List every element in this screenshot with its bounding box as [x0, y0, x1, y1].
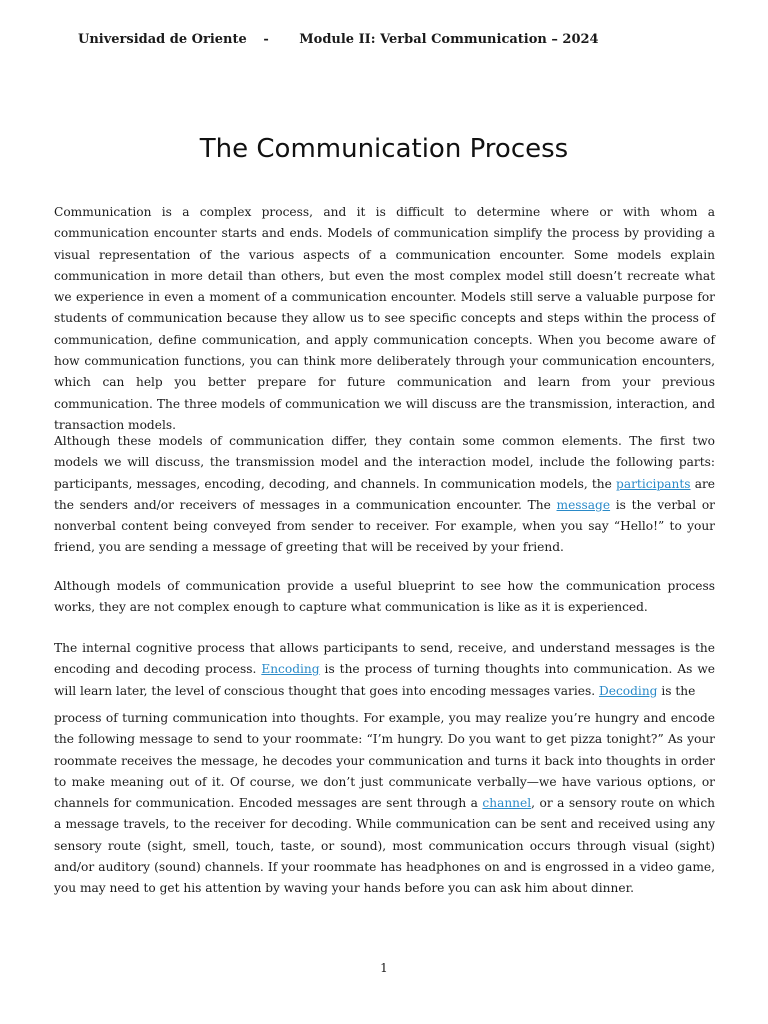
paragraph-4-text-b: is the process of turning thoughts into communication. As we will learn later, the level of conscious thought that goes into encoding messages varies.: [54, 662, 715, 698]
paragraph-4: [54, 638, 715, 702]
paragraph-2-text-c: is the verbal or nonverbal content being conveyed from sender to receiver. For example, when you say “Hello!” to your friend, you are sending a message of greeting that will be received by your friend.: [54, 497, 716, 555]
paragraph-5: [54, 708, 715, 900]
header-separator: -: [263, 32, 269, 47]
page-title: The Communication Process: [199, 134, 569, 164]
paragraph-4-text-a: The internal cognitive process that allows participants to send, receive, and understand messages is the encoding and decoding process.: [54, 641, 715, 677]
link-channel[interactable]: channel: [482, 796, 532, 811]
link-encoding[interactable]: Encoding: [261, 662, 320, 677]
paragraph-2-text-a: Although these models of communication differ, they contain some common elements. The first two models we will discuss, the transmission model and the interaction model, include the following parts: participants, messages, encoding, decoding, and channels. In communication models, the: [54, 434, 715, 491]
link-participants[interactable]: participants: [616, 476, 691, 491]
paragraph-3: Although models of communication provide a useful blueprint to see how the communication process works, they are not complex enough to capture what communication is like as it is experienced.: [54, 579, 715, 615]
link-message[interactable]: message: [556, 497, 611, 512]
paragraph-1: Communication is a complex process, and it is difficult to determine where or with whom a communication encounter starts and ends. Models of communication simplify the process by providing a visual representation of the various aspects of a communication encounter. Some models explain communication in more detail than others, but even the most complex model still doesn’t recreate what we experience in even a moment of a communication encounter. Models still serve a valuable purpose for students of communication because they allow us to see specific concepts and steps within the process of communication, define communication, and apply communication concepts. When you become aware of how communication functions, you can think more deliberately through your communication encounters, which can help you better prepare for future communication and learn from your previous communication. The three models of communication we will discuss are the transmission, interaction, and transaction models.: [54, 205, 715, 432]
paragraph-2-text-b: are the senders and/or receivers of messages in a communication encounter. The: [54, 476, 716, 512]
paragraph-5-text-a: process of turning communication into thoughts. For example, you may realize you’re hungry and encode the following message to send to your roommate: “I’m hungry. Do you want to get pizza tonight?” As your roommate receives the message, he decodes your communication and turns it back into thoughts in order to make meaning out of it. Of course, we don’t just communicate verbally—we have various options, or channels for communication. Encoded messages are sent through a: [54, 711, 715, 811]
page-header: [78, 32, 599, 47]
paragraph-5-text-b: , or a sensory route on which a message travels, to the receiver for decoding. While communication can be sent and received using any sensory route (sight, smell, touch, taste, or sound), most communication occurs through visual (sight) and/or auditory (sound) channels. If your roommate has headphones on and is engrossed in a video game, you may need to get his attention by waving your hands before you can ask him about dinner.: [54, 796, 715, 896]
link-decoding[interactable]: Decoding: [598, 683, 658, 698]
paragraph-4-text-c: is the: [657, 683, 696, 698]
paragraph-2: [54, 431, 715, 559]
header-module: Module II: Verbal Communication – 2024: [299, 32, 599, 47]
page-number: 1: [380, 961, 388, 975]
header-institution: Universidad de Oriente: [78, 32, 247, 47]
